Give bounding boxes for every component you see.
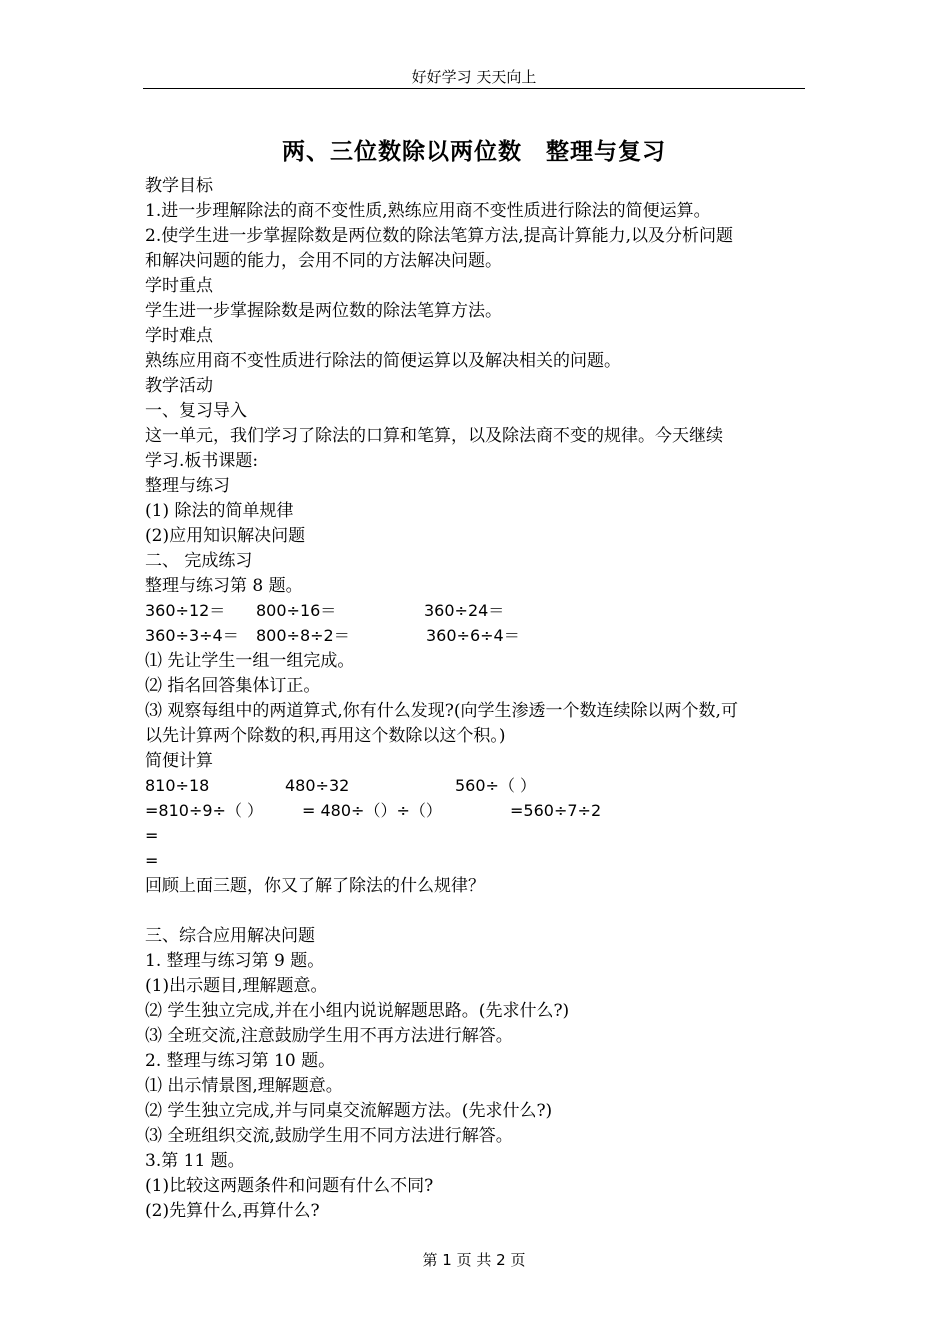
text-line: 二、 完成练习 <box>145 551 253 571</box>
text-line: 回顾上面三题，你又了解了除法的什么规律？ <box>145 876 485 896</box>
page-header: 好好学习 天天向上 <box>411 68 537 86</box>
text-line: ⑵ 学生独立完成,并在小组内说说解题思路。(先求什么?) <box>145 1001 570 1021</box>
calc-item: =560÷7÷2 <box>510 801 602 820</box>
calc-item: 480÷32 <box>285 776 350 795</box>
equation: 360÷24＝ <box>424 601 505 620</box>
text-line: 教学目标 <box>145 176 213 196</box>
text-line: 1. 整理与练习第 9 题。 <box>145 951 325 971</box>
text-line: 教学活动 <box>145 376 213 396</box>
text-line: 熟练应用商不变性质进行除法的简便运算以及解决相关的问题。 <box>145 351 621 371</box>
text-line: (2)先算什么,再算什么? <box>145 1201 320 1221</box>
text-line: (1)比较这两题条件和问题有什么不同? <box>145 1176 434 1196</box>
text-line: (2)应用知识解决问题 <box>145 526 306 546</box>
text-line: ⑴ 出示情景图,理解题意。 <box>145 1076 343 1096</box>
text-line: 整理与练习 <box>145 476 230 496</box>
text-line: ⑶ 全班组织交流,鼓励学生用不同方法进行解答。 <box>145 1126 513 1146</box>
equation: 800÷8÷2＝ <box>256 626 350 645</box>
text-line: 学习.板书课题: <box>145 451 259 471</box>
text-line: 简便计算 <box>145 751 213 771</box>
calc-item: = <box>145 826 159 845</box>
text-line: 三、综合应用解决问题 <box>145 926 315 946</box>
text-line: ⑶ 观察每组中的两道算式,你有什么发现?(向学生渗透一个数连续除以两个数,可 <box>145 701 738 721</box>
text-line: 整理与练习第 8 题。 <box>145 576 303 596</box>
text-line: ⑴ 先让学生一组一组完成。 <box>145 651 355 671</box>
text-line: 学生进一步掌握除数是两位数的除法笔算方法。 <box>145 301 502 321</box>
calc-item: 810÷18 <box>145 776 210 795</box>
page-title: 两、三位数除以两位数 整理与复习 <box>282 139 666 165</box>
calc-item: =810÷9÷（ ） <box>145 801 264 820</box>
calc-item: = <box>145 851 159 870</box>
equation: 360÷6÷4＝ <box>426 626 520 645</box>
text-line: 1.进一步理解除法的商不变性质,熟练应用商不变性质进行除法的简便运算。 <box>145 201 711 221</box>
text-line: 以先计算两个除数的积,再用这个数除以这个积。) <box>145 726 506 746</box>
calc-item: 560÷（ ） <box>455 776 537 795</box>
text-line: (1) 除法的简单规律 <box>145 501 294 521</box>
text-line: (1)出示题目,理解题意。 <box>145 976 328 996</box>
text-line: 学时重点 <box>145 276 213 296</box>
text-line: ⑵ 学生独立完成,并与同桌交流解题方法。(先求什么?) <box>145 1101 553 1121</box>
calc-item: = 480÷（）÷（） <box>302 801 442 820</box>
text-line: 这一单元，我们学习了除法的口算和笔算，以及除法商不变的规律。今天继续 <box>145 426 723 446</box>
page-footer: 第 1 页 共 2 页 <box>422 1251 526 1269</box>
equation: 360÷3÷4＝ <box>145 626 239 645</box>
text-line: 2. 整理与练习第 10 题。 <box>145 1051 336 1071</box>
text-line: 和解决问题的能力，会用不同的方法解决问题。 <box>145 251 502 271</box>
text-line: 学时难点 <box>145 326 213 346</box>
text-line: ⑶ 全班交流,注意鼓励学生用不再方法进行解答。 <box>145 1026 513 1046</box>
equation: 800÷16＝ <box>256 601 337 620</box>
text-line: 2.使学生进一步掌握除数是两位数的除法笔算方法,提高计算能力,以及分析问题 <box>145 226 734 246</box>
text-line: 一、复习导入 <box>145 401 247 421</box>
text-line: 3.第 11 题。 <box>145 1151 245 1171</box>
header-rule <box>143 88 805 89</box>
equation: 360÷12＝ <box>145 601 226 620</box>
text-line: ⑵ 指名回答集体订正。 <box>145 676 321 696</box>
